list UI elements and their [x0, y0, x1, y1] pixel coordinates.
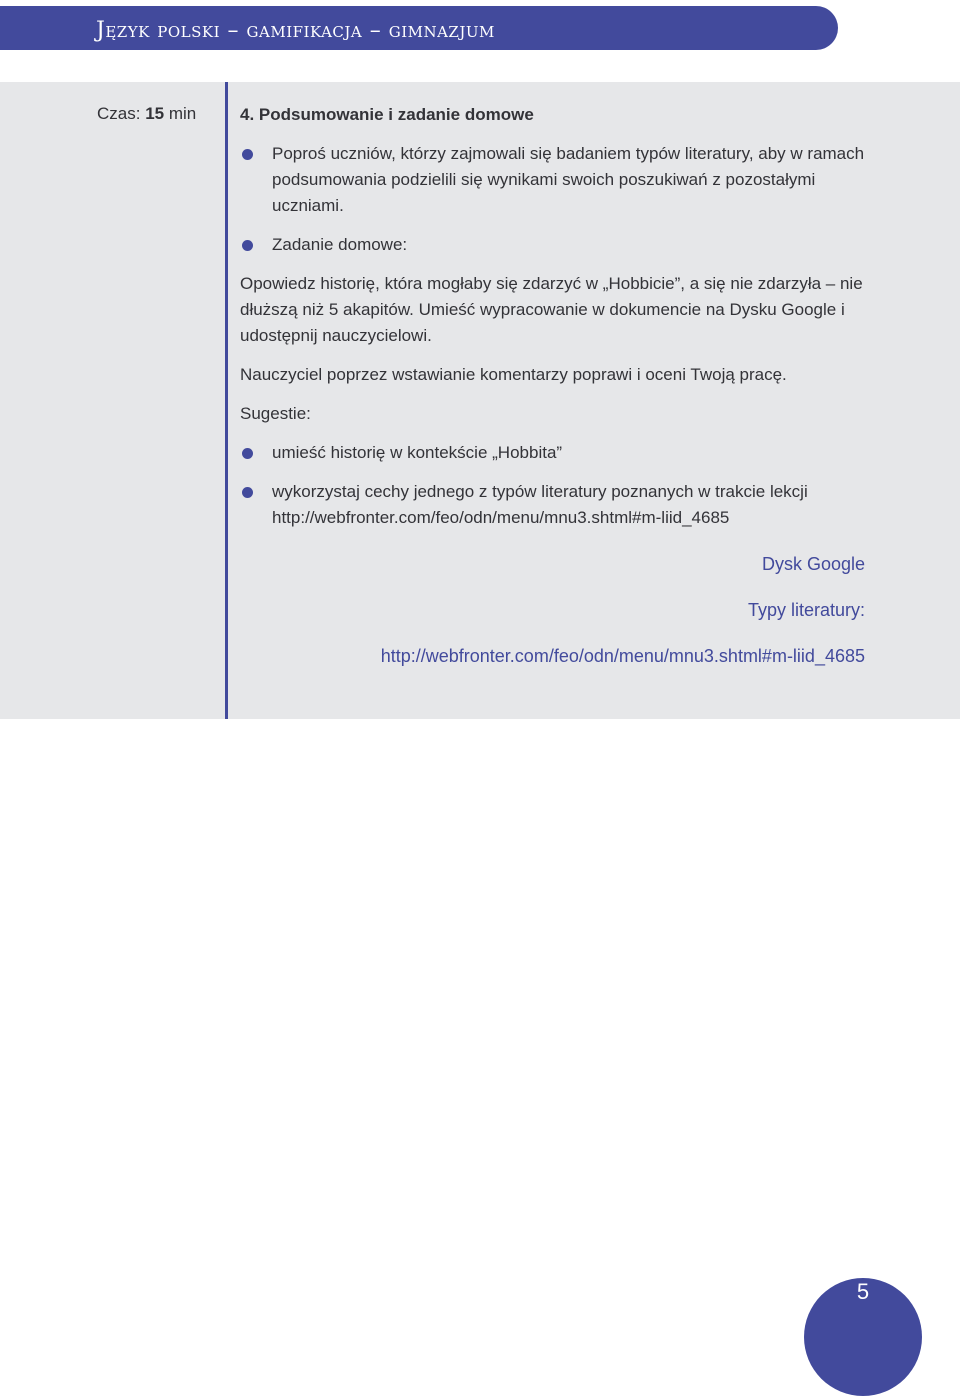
page-title: Język polski – gamifikacja – gimnazjum [96, 18, 495, 43]
suggestions-label: Sugestie: [240, 404, 311, 423]
bullet-icon [242, 448, 253, 459]
bullet-icon [242, 240, 253, 251]
time-prefix: Czas: [97, 104, 141, 123]
link-literature-types[interactable]: Typy literatury: [747, 600, 865, 620]
list-item [240, 232, 865, 258]
link-google-drive[interactable]: Dysk Google [761, 554, 865, 574]
list-item [240, 440, 865, 466]
homework-text: Opowiedz historię, która mogłaby się zdarzyć w „Hobbicie”, a się nie zdarzyła – nie dłuższą niż 5 akapitów. Umieść wypracowanie w dokumencie na Dysku Google i udostępnij nauczycielowi. [240, 274, 863, 345]
bullet-text: Zadanie domowe: [272, 235, 408, 254]
bullet-text: umieść historię w kontekście „Hobbita” [272, 443, 563, 462]
lesson-content [240, 104, 865, 669]
bullet-icon [242, 149, 253, 160]
teacher-note: Nauczyciel poprzez wstawianie komentarzy poprawi i oceni Twoją pracę. [240, 365, 787, 384]
list-item [240, 141, 865, 219]
page-number-badge [804, 1278, 922, 1396]
time-label [97, 104, 196, 124]
section-title: 4. Podsumowanie i zadanie domowe [240, 105, 534, 124]
bullet-text: wykorzystaj cechy jednego z typów literatury poznanych w trakcie lekcji http://webfronter.com/feo/odn/menu/mnu3.shtml#m-liid_4685 [272, 482, 808, 527]
time-unit: min [168, 104, 197, 123]
page-number: 5 [856, 1279, 870, 1304]
bullet-text: Poproś uczniów, którzy zajmowali się badaniem typów literatury, aby w ramach podsumowania podzielili się wynikami swoich poszukiwań z pozostałymi uczniami. [272, 144, 865, 215]
list-item [240, 479, 865, 531]
header-bar [0, 6, 838, 50]
time-value: 15 [145, 104, 165, 123]
panel-divider [225, 82, 228, 719]
link-webfronter[interactable]: http://webfronter.com/feo/odn/menu/mnu3.shtml#m-liid_4685 [380, 646, 865, 666]
bullet-icon [242, 487, 253, 498]
